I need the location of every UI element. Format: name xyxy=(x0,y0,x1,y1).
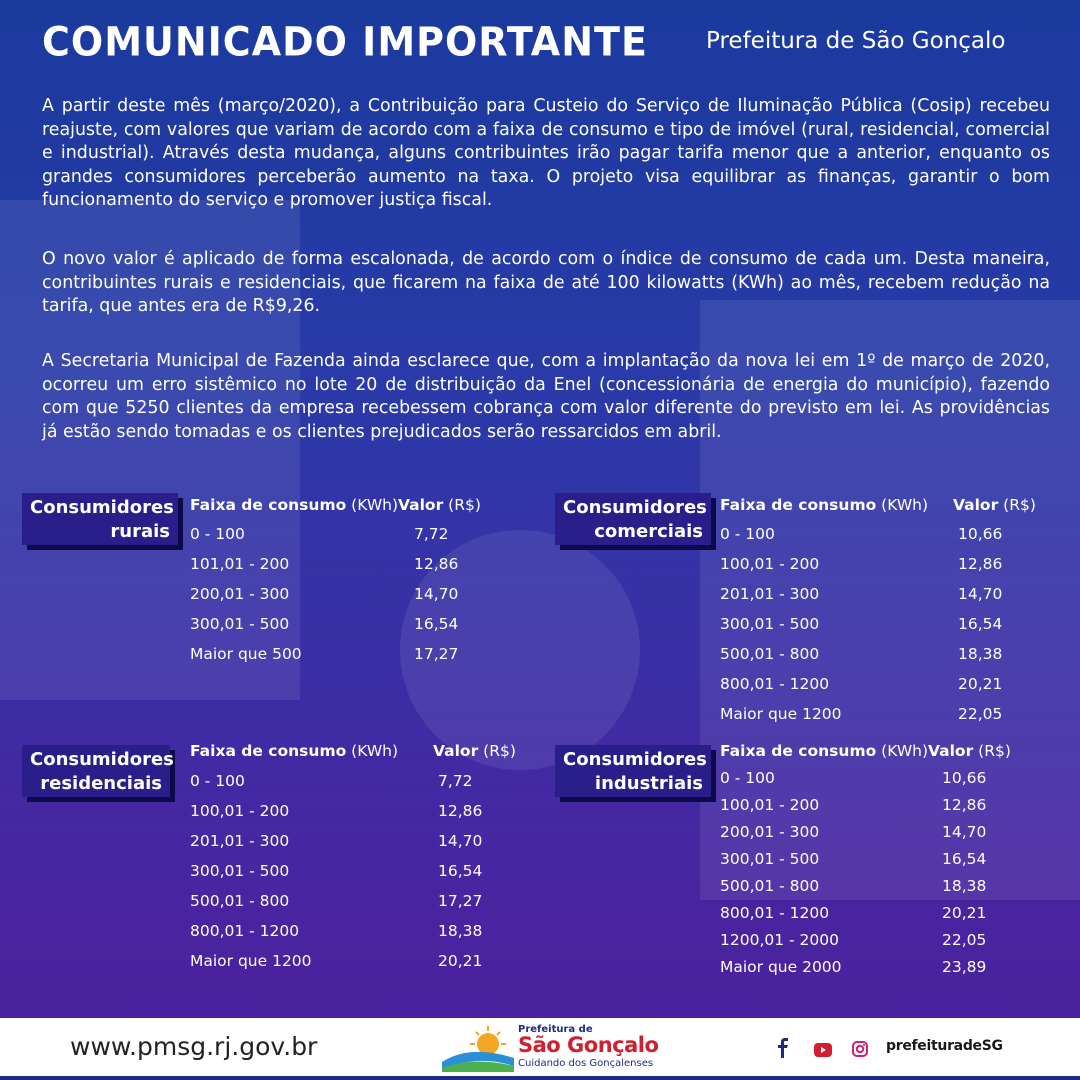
row-faixa: 800,01 - 1200 xyxy=(190,922,300,940)
social-handle[interactable]: prefeituradeSG xyxy=(886,1038,1003,1054)
row-valor: 7,72 xyxy=(414,525,449,543)
category-label-line2: comerciais xyxy=(594,521,703,542)
row-valor: 16,54 xyxy=(942,850,987,868)
row-valor: 17,27 xyxy=(414,645,459,663)
row-valor: 16,54 xyxy=(438,862,483,880)
youtube-icon[interactable] xyxy=(814,1040,832,1060)
logo-tagline: Cuidando dos Gonçalenses xyxy=(518,1058,654,1069)
table-residenciais xyxy=(190,742,530,977)
logo-emblem-icon xyxy=(440,1022,516,1074)
row-faixa: 201,01 - 300 xyxy=(720,585,820,603)
logo-main-text: São Gonçalo xyxy=(518,1033,659,1057)
row-valor: 10,66 xyxy=(958,525,1003,543)
row-valor: 23,89 xyxy=(942,958,987,976)
row-valor: 18,38 xyxy=(958,645,1003,663)
row-faixa: 201,01 - 300 xyxy=(190,832,290,850)
category-label-line2: industriais xyxy=(594,773,703,794)
table-comerciais xyxy=(720,496,1060,731)
row-valor: 14,70 xyxy=(958,585,1003,603)
instagram-icon[interactable] xyxy=(852,1039,868,1059)
row-faixa: 500,01 - 800 xyxy=(720,877,820,895)
row-faixa: 800,01 - 1200 xyxy=(720,904,830,922)
row-valor: 10,66 xyxy=(942,769,987,787)
row-valor: 20,21 xyxy=(942,904,987,922)
row-faixa: 300,01 - 500 xyxy=(190,862,290,880)
category-label-line1: Consumidores xyxy=(30,497,174,518)
row-faixa: 0 - 100 xyxy=(190,525,245,543)
category-label-line1: Consumidores xyxy=(563,497,707,518)
row-valor: 12,86 xyxy=(958,555,1003,573)
category-box-rurais xyxy=(22,493,178,545)
header-valor: Valor (R$) xyxy=(928,742,1011,760)
paragraph-1: A partir deste mês (março/2020), a Contribuição para Custeio do Serviço de Iluminação Pública (Cosip) recebeu reajuste, com valores que variam de acordo com a faixa de consumo e tipo de imóvel (rural, residencial, comercial e industrial). Através desta mudança, alguns contribuintes irão pagar tarifa menor que a anterior, enquanto os grandes consumidores perceberão aumento na taxa. O projeto visa equilibrar as finanças, garantir o bom funcionamento do serviço e promover justiça fiscal. xyxy=(42,96,1050,210)
row-valor: 7,72 xyxy=(438,772,473,790)
paragraph-2: O novo valor é aplicado de forma escalonada, de acordo com o índice de consumo de cada um. Desta maneira, contribuintes rurais e residenciais, que ficarem na faixa de até 100 kilowatts (KWh) ao mês, recebem redução na tarifa, que antes era de R$9,26. xyxy=(42,249,1050,316)
row-valor: 12,86 xyxy=(414,555,459,573)
row-faixa: 100,01 - 200 xyxy=(720,796,820,814)
logo-top-text: Prefeitura de xyxy=(518,1024,593,1035)
row-faixa: Maior que 1200 xyxy=(190,952,312,970)
row-faixa: 800,01 - 1200 xyxy=(720,675,830,693)
header-faixa: Faixa de consumo (KWh) xyxy=(190,742,399,760)
row-valor: 14,70 xyxy=(414,585,459,603)
category-label-line1: Consumidores xyxy=(30,749,174,770)
row-faixa: 200,01 - 300 xyxy=(190,585,290,603)
row-faixa: 500,01 - 800 xyxy=(720,645,820,663)
row-valor: 12,86 xyxy=(438,802,483,820)
header-faixa: Faixa de consumo (KWh) xyxy=(190,496,399,514)
row-valor: 17,27 xyxy=(438,892,483,910)
table-industriais xyxy=(720,742,1060,982)
row-valor: 18,38 xyxy=(438,922,483,940)
website-link[interactable]: www.pmsg.rj.gov.br xyxy=(70,1032,318,1061)
row-faixa: 101,01 - 200 xyxy=(190,555,290,573)
row-faixa: Maior que 2000 xyxy=(720,958,842,976)
category-box-industriais xyxy=(555,745,711,797)
footer-bar xyxy=(0,1076,1080,1080)
row-faixa: 300,01 - 500 xyxy=(720,615,820,633)
footer xyxy=(0,1018,1080,1080)
row-valor: 20,21 xyxy=(958,675,1003,693)
header-valor: Valor (R$) xyxy=(953,496,1036,514)
row-faixa: Maior que 500 xyxy=(190,645,302,663)
header-valor: Valor (R$) xyxy=(433,742,516,760)
category-label-line2: rurais xyxy=(110,521,170,542)
row-valor: 22,05 xyxy=(942,931,987,949)
row-valor: 16,54 xyxy=(958,615,1003,633)
category-box-residenciais xyxy=(22,745,174,797)
row-faixa: 500,01 - 800 xyxy=(190,892,290,910)
row-valor: 12,86 xyxy=(942,796,987,814)
prefeitura-logo xyxy=(440,1022,670,1074)
row-valor: 16,54 xyxy=(414,615,459,633)
row-faixa: 100,01 - 200 xyxy=(720,555,820,573)
paragraph-3: A Secretaria Municipal de Fazenda ainda esclarece que, com a implantação da nova lei em 1º de março de 2020, ocorreu um erro sistêmico no lote 20 de distribuição da Enel (concessionária de energia do município), fazendo com que 5250 clientes da empresa recebessem cobrança com valor diferente do previsto em lei. As providências já estão sendo tomadas e os clientes prejudicados serão ressarcidos em abril. xyxy=(42,351,1050,442)
header-faixa: Faixa de consumo (KWh) xyxy=(720,742,929,760)
row-faixa: Maior que 1200 xyxy=(720,705,842,723)
row-faixa: 200,01 - 300 xyxy=(720,823,820,841)
header-valor: Valor (R$) xyxy=(398,496,481,514)
row-valor: 18,38 xyxy=(942,877,987,895)
row-valor: 20,21 xyxy=(438,952,483,970)
facebook-icon[interactable] xyxy=(776,1038,790,1058)
row-faixa: 300,01 - 500 xyxy=(190,615,290,633)
page-subtitle: Prefeitura de São Gonçalo xyxy=(706,28,1006,54)
category-label-line2: residenciais xyxy=(40,773,162,794)
table-rurais xyxy=(190,496,520,671)
row-faixa: 1200,01 - 2000 xyxy=(720,931,839,949)
row-faixa: 0 - 100 xyxy=(720,769,775,787)
row-faixa: 0 - 100 xyxy=(720,525,775,543)
row-faixa: 100,01 - 200 xyxy=(190,802,290,820)
category-box-comerciais xyxy=(555,493,711,545)
header-faixa: Faixa de consumo (KWh) xyxy=(720,496,929,514)
row-valor: 14,70 xyxy=(942,823,987,841)
category-label-line1: Consumidores xyxy=(563,749,707,770)
row-faixa: 0 - 100 xyxy=(190,772,245,790)
row-faixa: 300,01 - 500 xyxy=(720,850,820,868)
row-valor: 22,05 xyxy=(958,705,1003,723)
page-title: COMUNICADO IMPORTANTE xyxy=(42,18,648,66)
row-valor: 14,70 xyxy=(438,832,483,850)
